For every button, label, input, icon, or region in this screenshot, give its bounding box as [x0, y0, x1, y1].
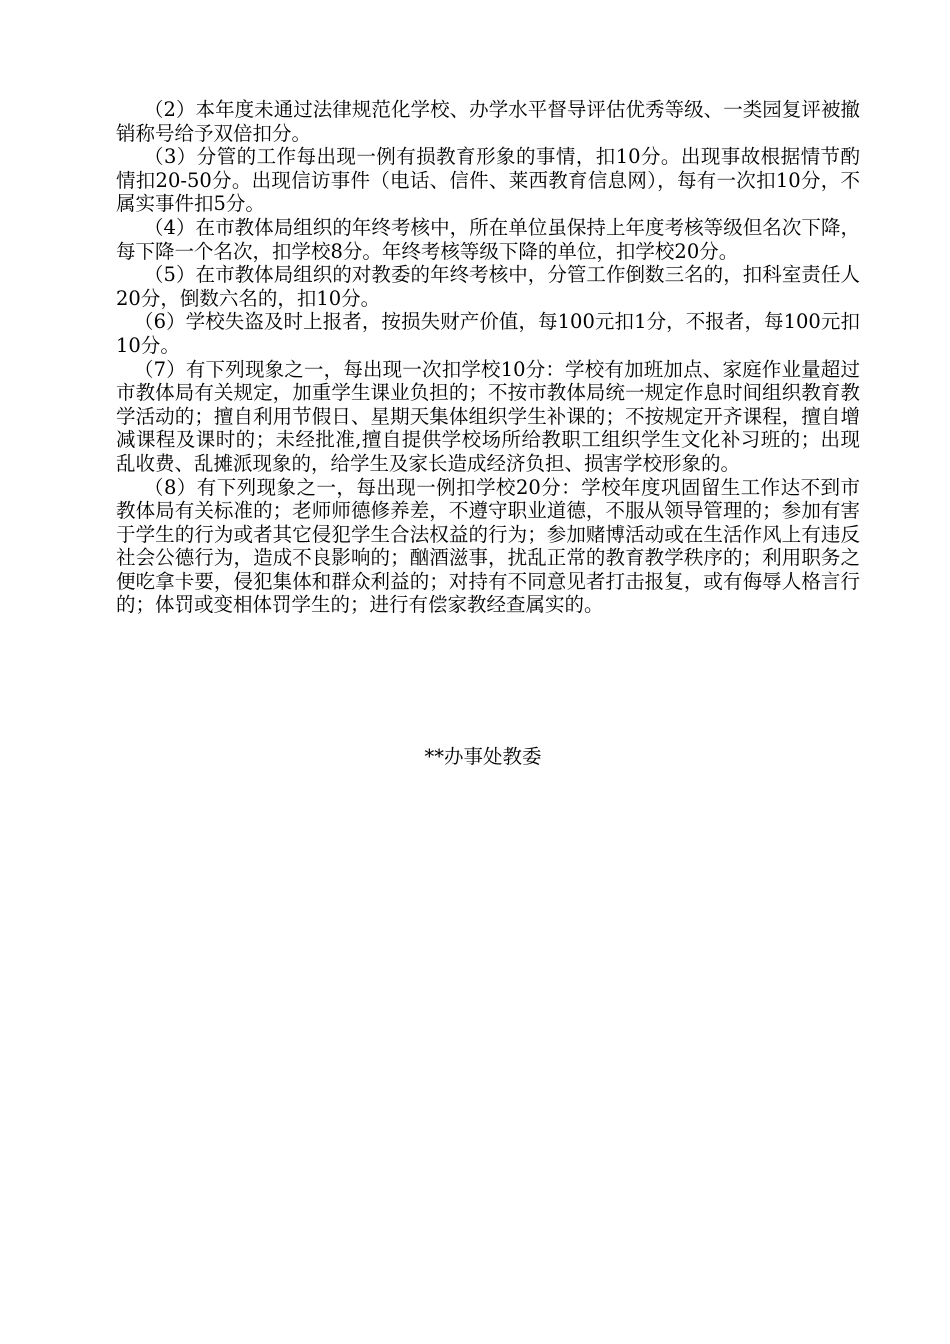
document-body — [116, 98, 860, 617]
paragraph-item-5: （5）在市教体局组织的对教委的年终考核中，分管工作倒数三名的，扣科室责任人20分，倒数六名的，扣10分。 — [116, 263, 860, 310]
paragraph-item-3: （3）分管的工作每出现一例有损教育形象的事情，扣10分。出现事故根据情节酌情扣20-50分。出现信访事件（电话、信件、莱西教育信息网），每有一次扣10分，不属实事件扣5分。 — [116, 145, 860, 216]
signature-line: **办事处教委 — [424, 745, 542, 768]
paragraph-item-6: （6）学校失盗及时上报者，按损失财产价值，每100元扣1分，不报者，每100元扣10分。 — [116, 310, 860, 357]
paragraph-item-7: （7）有下列现象之一，每出现一次扣学校10分：学校有加班加点、家庭作业量超过市教体局有关规定，加重学生课业负担的；不按市教体局统一规定作息时间组织教育教学活动的；擅自利用节假日、星期天集体组织学生补课的；不按规定开齐课程，擅自增减课程及课时的；未经批准,擅自提供学校场所给教职工组织学生文化补习班的；出现乱收费、乱摊派现象的，给学生及家长造成经济负担、损害学校形象的。 — [116, 357, 860, 475]
paragraph-item-8: （8）有下列现象之一，每出现一例扣学校20分：学校年度巩固留生工作达不到市教体局有关标准的；老师师德修养差，不遵守职业道德，不服从领导管理的；参加有害于学生的行为或者其它侵犯学生合法权益的行为；参加赌博活动或在生活作风上有违反社会公德行为，造成不良影响的；酗酒滋事，扰乱正常的教育教学秩序的；利用职务之便吃拿卡要，侵犯集体和群众利益的；对持有不同意见者打击报复，或有侮辱人格言行的；体罚或变相体罚学生的；进行有偿家教经查属实的。 — [116, 475, 860, 617]
paragraph-item-2: （2）本年度未通过法律规范化学校、办学水平督导评估优秀等级、一类园复评被撤销称号给予双倍扣分。 — [116, 98, 860, 145]
paragraph-item-4: （4）在市教体局组织的年终考核中，所在单位虽保持上年度考核等级但名次下降，每下降一个名次，扣学校8分。年终考核等级下降的单位，扣学校20分。 — [116, 215, 860, 263]
